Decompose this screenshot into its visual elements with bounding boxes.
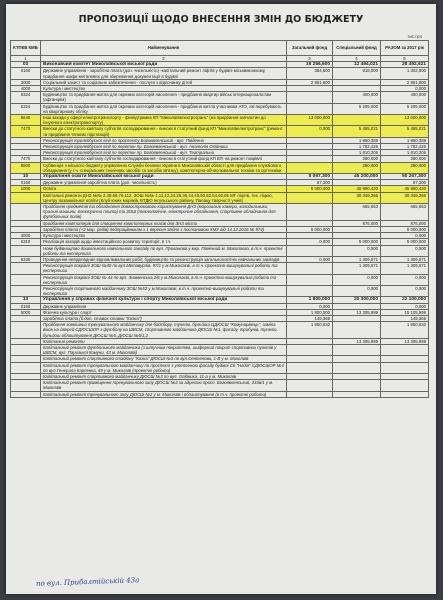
row-code: 0160 — [11, 68, 41, 79]
table-row — [11, 285, 429, 296]
table-row — [11, 380, 429, 391]
row-total — [381, 380, 429, 391]
row-general-fund — [287, 245, 333, 256]
row-total: 22 100,000 — [381, 297, 429, 303]
table-row — [11, 115, 429, 126]
row-name: Капітальний ремонт спортивного стадіону "Казна" ДЮСШ №3 по вул.Сеятелова, 1-В у м. Миколаїв — [41, 356, 287, 362]
row-general-fund — [287, 380, 333, 391]
row-code: 03 — [11, 62, 41, 68]
unit-label: тис.грн — [407, 34, 422, 39]
row-total: 0,000 — [381, 285, 429, 296]
row-special-fund: 0,000 — [333, 285, 381, 296]
table-row — [11, 162, 429, 173]
row-special-fund — [333, 391, 381, 397]
row-special-fund: 13 305,999 — [333, 309, 381, 315]
row-general-fund: 5 067,300 — [287, 174, 333, 180]
budget-table — [10, 40, 429, 398]
row-general-fund: 13 000,000 — [287, 115, 333, 126]
row-total: 2 851,800 — [381, 79, 429, 85]
row-general-fund — [287, 92, 333, 103]
table-row — [11, 263, 429, 274]
table-row — [11, 144, 429, 150]
row-special-fund: 0,000 — [333, 274, 381, 285]
row-general-fund: 2 851,800 — [287, 79, 333, 85]
row-special-fund — [333, 362, 381, 373]
row-special-fund: 400,000 — [333, 92, 381, 103]
table-row — [11, 156, 429, 162]
row-name: Капітальний ремонт тренувального майданчику по проспект з утепленою фасаду будівлі СК "Надія" СДЮСШОР №4 по вул.Генерала Карпенка, 49 у м. Миколаїв (проектні роботи) — [41, 362, 287, 373]
row-name: Внески до статутного капіталу суб'єктів господарювання - внески в статутний фонд КП "Миколаївелектротранс" (ремонт та придбання тягових підстанцій) — [41, 126, 287, 137]
row-total: 67,300 — [381, 180, 429, 186]
row-special-fund: 39 349,366 — [333, 192, 381, 203]
row-special-fund: 5 000,000 — [333, 239, 381, 245]
row-name: Реконструкція тролейбусної лінії по проспекту Богоявленський - вул. Південна — [41, 137, 287, 143]
row-code: 4000 — [11, 86, 41, 92]
row-special-fund: 13 305,999 — [333, 338, 381, 344]
row-name: Державне управління-заробітна плата (доп. чисельність) — [41, 180, 287, 186]
row-general-fund — [287, 362, 333, 373]
row-name: Державне управління - заробітна плата (доп. чисельність) -капітальний ремонт ліфтів у будівлі міськвиконкому, придбання шафи металевих для збереження документації в будівлі — [41, 68, 287, 79]
header-total: РАЗОМ за 2017 рік — [381, 41, 429, 56]
row-general-fund: 1 650,632 — [287, 322, 333, 339]
header-num: 5 — [381, 56, 429, 62]
row-name: Придбання предметів та обладнання довгострокового користування ДНЗ (морозильні камери, холодильники, пральні машини, електрична плита) та ЗОШ (технологічне, електричне обладнання, спортивне обладнання для футбольних полів) — [41, 204, 287, 221]
row-total: 5 455,021 — [381, 126, 429, 137]
table-row — [11, 68, 429, 79]
row-code — [11, 322, 41, 339]
row-total: 13 000,000 — [381, 115, 429, 126]
row-name: Нове будівництво дошкільного навчального закладу по вул. Прованова у мкр. Північний м. Миколаєва, в т.ч. проектні роботи та експертиза — [41, 245, 287, 256]
row-general-fund: 0,000 — [287, 256, 333, 262]
row-code — [11, 285, 41, 296]
row-code: 10 — [11, 174, 41, 180]
row-special-fund: 280,000 — [333, 162, 381, 173]
row-total: 149,368 — [381, 315, 429, 321]
table-row — [11, 297, 429, 303]
row-total: 1 860,389 — [381, 137, 429, 143]
row-total: 0,000 — [381, 233, 429, 239]
row-total: 0,000 — [381, 86, 429, 92]
row-name: Реконструкція тролейбусної лінії по перетин пр. Богоявленський - вул. Театральна — [41, 150, 287, 156]
row-total — [381, 391, 429, 397]
row-general-fund: 384,800 — [287, 68, 333, 79]
row-special-fund: 12 494,021 — [333, 62, 381, 68]
row-total: 28 492,621 — [381, 62, 429, 68]
row-total: 1 782,426 — [381, 144, 429, 150]
row-name: Будівництво та придбання житла для окремих категорій населення - придбання квартир військ інтернаціоналістам (афганцям) — [41, 92, 287, 103]
row-total: 13 305,999 — [381, 338, 429, 344]
row-code: 7470 — [11, 126, 41, 137]
row-name: Виконавчий комітет Миколаївської міської ради — [41, 62, 287, 68]
row-general-fund — [287, 344, 333, 355]
row-total: 1 810,206 — [381, 150, 429, 156]
row-special-fund: 280,000 — [333, 156, 381, 162]
row-total: 15 105,999 — [381, 309, 429, 315]
row-code — [11, 344, 41, 355]
row-code: 5000 — [11, 309, 41, 315]
row-name: Капітальні ремонти ДНЗ №№ 2,48,66,76,112, ЗОШ №№ 1,11,12,24,26,36,44,49,50,52,54,60,65 МГ ліцеїв, тех. ліцею, Центру позашкільної освіти (Клуб юних моряків, БТДЮ Інгульського району, Палацу творчості учнів) — [41, 192, 287, 203]
row-general-fund: 0,000 — [287, 126, 333, 137]
row-name: Будівництво та придбання житла для окремих категорій населення - придбання житла учасникам АТО, які перебувають на квартирному обліку — [41, 103, 287, 114]
row-name: Соціальний захист та соціальне забезпечення - послуги з відпочинку дітей — [41, 79, 287, 85]
table-row — [11, 192, 429, 203]
row-total: 1 309,571 — [381, 256, 429, 262]
row-code — [11, 263, 41, 274]
row-total: 0,000 — [381, 245, 429, 256]
row-general-fund — [287, 162, 333, 173]
row-name: Проведення невідкладних відновлювальних робіт, будівництво та реконструкція загальноосвітніх навчальних закладів — [41, 256, 287, 262]
row-code: 3000 — [11, 79, 41, 85]
row-name: Реконструкція спортивного майданчику ЗОШ №53 у м.Миколаєві, в т.ч. проектно-вишукувальні роботи та експертиза — [41, 285, 287, 296]
row-general-fund — [287, 103, 333, 114]
row-general-fund — [287, 192, 333, 203]
header-num: 1 — [11, 56, 41, 62]
row-name: Культура і мистецтво — [41, 86, 287, 92]
row-general-fund — [287, 391, 333, 397]
table-row — [11, 103, 429, 114]
row-code — [11, 192, 41, 203]
header-special-fund: Спеціальний фонд — [333, 41, 381, 56]
row-special-fund — [333, 322, 381, 339]
document-title: ПРОПОЗИЦІЇ ЩОДО ВНЕСЕННЯ ЗМІН ДО БЮДЖЕТУ — [78, 14, 364, 25]
header-code: КТПКВ КМБ — [11, 41, 41, 56]
row-total: 5 000,000 — [381, 226, 429, 232]
row-total: 1 309,571 — [381, 263, 429, 274]
row-name: Управління освіти Миколаївської міської ради — [41, 174, 287, 180]
row-total: 39 349,366 — [381, 192, 429, 203]
row-code: 0160 — [11, 303, 41, 309]
row-general-fund: 5 000,000 — [287, 226, 333, 232]
table-row — [11, 362, 429, 373]
row-name: Інші заходи у сфері електротранспорту - фінпідтримка КП "Миколаївелектротранс" (на придбання запчастин до існуючого електротранспорту) — [41, 115, 287, 126]
row-total: 50 267,300 — [381, 174, 429, 180]
row-name: Реалізація заходів щодо інвестиційного розвитку території, в т.ч. — [41, 239, 287, 245]
row-name: Капітальний ремонт футбольного майданчика (з штучним покриттям, шиферний покрит спортивних пунктів у ШВСМ, вул. Паризької Комуни, 43 м. Миколаїв) — [41, 344, 287, 355]
row-name: Реконструкція покрівлі ЗОШ №40 по вул.Метавурлів, 97/1 у м.Миколаєві, в т.ч. проектно-вишукувальні роботи та експертиза — [41, 263, 287, 274]
handwritten-note: по вул. Прибалтійській 43а — [35, 576, 140, 588]
table-row — [11, 274, 429, 285]
row-general-fund: 1 800,000 — [287, 297, 333, 303]
row-special-fund — [333, 344, 381, 355]
row-name: Управління у справах фізичної культури і спорту Миколаївської міської ради — [41, 297, 287, 303]
row-special-fund: 0,000 — [333, 245, 381, 256]
row-general-fund — [287, 204, 333, 221]
row-general-fund: 0,000 — [287, 303, 333, 309]
row-total: 400,000 — [381, 92, 429, 103]
row-special-fund: 20 300,000 — [333, 297, 381, 303]
row-code: 8600 — [11, 162, 41, 173]
row-name: заробітна плата (б.доп. ставок ставки "Казна") — [41, 315, 287, 321]
header-general-fund: Загальний фонд — [287, 41, 333, 56]
table-body — [11, 62, 429, 398]
document-sheet — [6, 4, 436, 594]
row-total: 0,000 — [381, 303, 429, 309]
header-num: 2 — [41, 56, 287, 62]
row-general-fund: 16 256,600 — [287, 62, 333, 68]
row-special-fund: 5 205,000 — [333, 103, 381, 114]
table-row — [11, 322, 429, 339]
row-special-fund: 40 890,420 — [333, 186, 381, 192]
row-special-fund: 1 309,571 — [333, 263, 381, 274]
table-row — [11, 256, 429, 262]
row-special-fund: 45 200,000 — [333, 174, 381, 180]
header-num: 4 — [333, 56, 381, 62]
row-name: Внески до статутного капіталу суб'єктів господарювання - внески в статутний фонд КП БТІ на ремонт покрівлі — [41, 156, 287, 162]
row-special-fund: 1 782,426 — [333, 144, 381, 150]
row-code — [11, 274, 41, 285]
row-special-fund: 918,000 — [333, 68, 381, 79]
row-code: 4000 — [11, 233, 41, 239]
row-name: Капітальний ремонт тренувального залу ДЮСШ №2 у м. Миколаїв і облаштування (в т.ч. проектні роботи) — [41, 391, 287, 397]
table-row — [11, 126, 429, 137]
row-code: 6330 — [11, 256, 41, 262]
row-general-fund: 67,300 — [287, 180, 333, 186]
row-name: Освіта — [41, 186, 287, 192]
row-code: 1000 — [11, 186, 41, 192]
header-name: Найменування — [41, 41, 287, 56]
row-name: заробітна плата (+2 мар. рядів) педпрацівникам з 1 вересня згідно з постановою КМУ від 14.12.2016 № 974) — [41, 226, 287, 232]
row-general-fund — [287, 285, 333, 296]
row-total: 5 205,000 — [381, 103, 429, 114]
header-num: 3 — [287, 56, 333, 62]
row-name: Реконструкція тролейбусної лінії по перетин пр. Богоявленський - вул. Анатолія Олійника — [41, 144, 287, 150]
row-total — [381, 362, 429, 373]
row-general-fund — [287, 263, 333, 274]
row-total: 1 302,800 — [381, 68, 429, 79]
row-general-fund: 1 800,000 — [287, 309, 333, 315]
row-total — [381, 344, 429, 355]
row-code — [11, 362, 41, 373]
row-special-fund — [333, 115, 381, 126]
row-name: Придбання зовнішньо тренувального майданчику для бойсбору, тунелю, бульдош ЦДЮСШ "Комунарівець", заміна вікон на дверей СДЮСШОР з футболу на ШВСМ, спортивного майданчика ДЮСШ №1, фасаду, трибунів, тунелю, бульдош облаштування ДЮСШ №5, ДЮСШ №6/1,2 — [41, 322, 287, 339]
row-code: 0160 — [11, 180, 41, 186]
row-special-fund: 665,063 — [333, 204, 381, 221]
row-name: Капітальний ремонт спортивного майданчику ДЮСШ №3 по вул. Олійника, 11-а у м. Миколаїв — [41, 373, 287, 379]
row-code — [11, 391, 41, 397]
row-code: 7470 — [11, 156, 41, 162]
row-special-fund: 1 309,571 — [333, 256, 381, 262]
row-name: Культура і мистецтво — [41, 233, 287, 239]
row-total: 0,000 — [381, 274, 429, 285]
row-special-fund: 5 455,021 — [333, 126, 381, 137]
row-name: придбання комп'ютерів для створення комп'ютерних класів для ЗНЗ міста — [41, 220, 287, 226]
table-row — [11, 204, 429, 221]
row-total: 5 000,000 — [381, 239, 429, 245]
row-name: Субвенція з міського бюджету управлінню Служби безпеки України в Миколаївській області для придбання службового обладнання (у т.ч. спеціальних технічних засобів та засобів зв'язку), комп'ютерно-обчислювальної техніки та оргтехніки — [41, 162, 287, 173]
row-total: 665,063 — [381, 204, 429, 221]
row-code: 6310 — [11, 239, 41, 245]
row-general-fund: 5 000,000 — [287, 186, 333, 192]
row-code: 6324 — [11, 103, 41, 114]
row-general-fund — [287, 274, 333, 285]
row-general-fund: 0,000 — [287, 239, 333, 245]
table-row — [11, 92, 429, 103]
row-code — [11, 204, 41, 221]
table-row — [11, 344, 429, 355]
row-code: 6324 — [11, 92, 41, 103]
row-name: Реконструкція покрівлі ЗОШ № 44 по вул. Знаменська,2/6 у м.Миколаєві, в т.ч. проектно-вишукувальні роботи та експертиза — [41, 274, 287, 285]
row-special-fund: 1 810,206 — [333, 150, 381, 156]
row-special-fund: 1 860,389 — [333, 137, 381, 143]
row-code — [11, 380, 41, 391]
row-total: 280,000 — [381, 156, 429, 162]
row-code: 6640 — [11, 115, 41, 126]
row-name: Капітальний ремонт приміщення тренувального залу ДЮСШ №3 за адресою просп. Богоявленський, 233в/1 у м. Миколаїв — [41, 380, 287, 391]
table-row — [11, 245, 429, 256]
row-general-fund: 149,368 — [287, 315, 333, 321]
row-code: 13 — [11, 297, 41, 303]
table-row — [11, 391, 429, 397]
row-special-fund: 876,000 — [333, 220, 381, 226]
table-header-row — [11, 41, 429, 56]
row-special-fund — [333, 380, 381, 391]
row-name: Капітальні ремонти — [41, 338, 287, 344]
row-total: 1 650,632 — [381, 322, 429, 339]
row-total: 45 890,420 — [381, 186, 429, 192]
row-total: 280,000 — [381, 162, 429, 173]
row-total: 876,000 — [381, 220, 429, 226]
row-code — [11, 245, 41, 256]
row-name: Державне управління — [41, 303, 287, 309]
row-name: Фізична культура і спорт — [41, 309, 287, 315]
